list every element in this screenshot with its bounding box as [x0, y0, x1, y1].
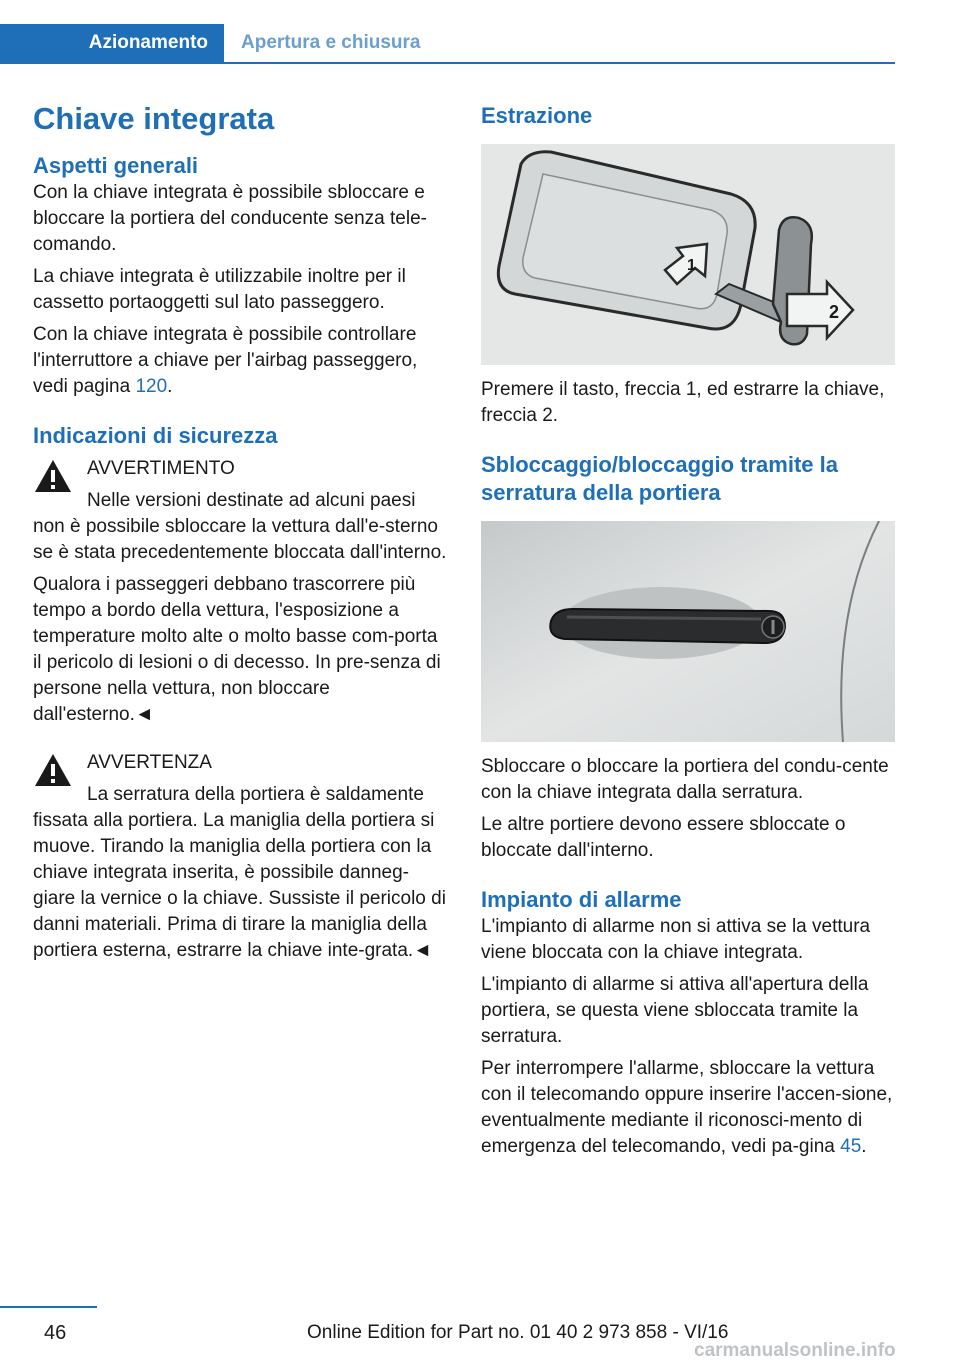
figure-key-extraction: [481, 144, 895, 365]
footer-edition: Online Edition for Part no. 01 40 2 973 858 - VI/16: [307, 1322, 729, 1343]
tab-apertura-chiusura[interactable]: Apertura e chiusura: [241, 32, 421, 53]
warning-label-2: AVVERTENZA: [87, 752, 212, 773]
door-lock-p2: Le altre portiere devono essere sbloccate o bloccate dall'interno.: [481, 814, 846, 861]
watermark: carmanualsonline.info: [694, 1340, 896, 1361]
warning2-first-line: La serratura della portiera è saldamente: [87, 784, 424, 805]
right-column: [481, 102, 895, 1160]
page-link-45[interactable]: 45: [840, 1136, 862, 1157]
page-link-120[interactable]: 120: [135, 376, 168, 397]
key-extraction-illustration: [481, 144, 895, 365]
door-lock-p1: Sbloccare o bloccare la portiera del condu-cente con la chiave integrata dalla serratura.: [481, 756, 889, 803]
warning-block-2: [33, 750, 448, 964]
alarm-p1: L'impianto di allarme non si attiva se la vettura viene bloccata con la chiave integrata.: [481, 916, 871, 963]
left-column: [33, 96, 448, 964]
warning1-p2: Qualora i passeggeri debbano trascorrere più tempo a bordo della vettura, l'esposizione a temperature molto alte o molto basse com-porta il pericolo di lesioni o di decesso. In pre-senza di persone nella vettura, non bloccare dall'esterno.◄: [33, 574, 441, 725]
general-p3: Con la chiave integrata è possibile controllare l'interruttore a chiave per l'airbag passeggero, vedi pagina 120.: [33, 324, 418, 397]
section-title: Chiave integrata: [33, 101, 275, 136]
heading-door-lock: Sbloccaggio/bloccaggio tramite la serratura della portiera: [481, 452, 838, 505]
general-p2: La chiave integrata è utilizzabile inoltre per il cassetto portaoggetti sul lato passeggero.: [33, 266, 406, 313]
alarm-p3: Per interrompere l'allarme, sbloccare la vettura con il telecomando oppure inserire l'accen-sione, eventualmente mediante il riconosci-mento di emergenza del telecomando, vedi pa-gina 45.: [481, 1058, 893, 1157]
warning-triangle-icon: [33, 458, 73, 494]
extraction-caption: Premere il tasto, freccia 1, ed estrarre la chiave, freccia 2.: [481, 379, 885, 426]
chapter-tabbar: [0, 24, 895, 64]
heading-general: Aspetti generali: [33, 153, 199, 178]
warning1-body: non è possibile sbloccare la vettura dall'e-sterno se è stata precedentemente bloccata dall'interno.: [33, 516, 447, 563]
heading-extraction: Estrazione: [481, 103, 593, 128]
arrow-1-label: 1: [687, 257, 696, 274]
warning1-first-line: Nelle versioni destinate ad alcuni paesi: [87, 490, 416, 511]
heading-alarm: Impianto di allarme: [481, 887, 682, 912]
warning2-body: fissata alla portiera. La maniglia della portiera si muove. Tirando la maniglia della portiera con la chiave integrata inserita, è possibile danneg-giare la vernice o la chiave. Sussiste il pericolo di danni materiali. Prima di tirare la maniglia della portiera esterna, estrarre la chiave inte-grata.◄: [33, 810, 446, 961]
warning-label-1: AVVERTIMENTO: [87, 458, 235, 479]
door-handle-illustration: [481, 521, 895, 742]
heading-safety: Indicazioni di sicurezza: [33, 423, 278, 448]
warning-block-1: [33, 456, 448, 728]
alarm-p2: L'impianto di allarme si attiva all'apertura della portiera, se questa viene sbloccata tramite la serratura.: [481, 974, 869, 1047]
page-number: 46: [44, 1322, 67, 1344]
warning-triangle-icon: [33, 752, 73, 788]
figure-door-handle: [481, 521, 895, 742]
general-p1: Con la chiave integrata è possibile sbloccare e bloccare la portiera del conducente senza tele-comando.: [33, 182, 427, 255]
tab-azionamento[interactable]: Azionamento: [0, 24, 224, 62]
footer-rule: [0, 1306, 97, 1308]
arrow-2-label: 2: [829, 302, 840, 322]
